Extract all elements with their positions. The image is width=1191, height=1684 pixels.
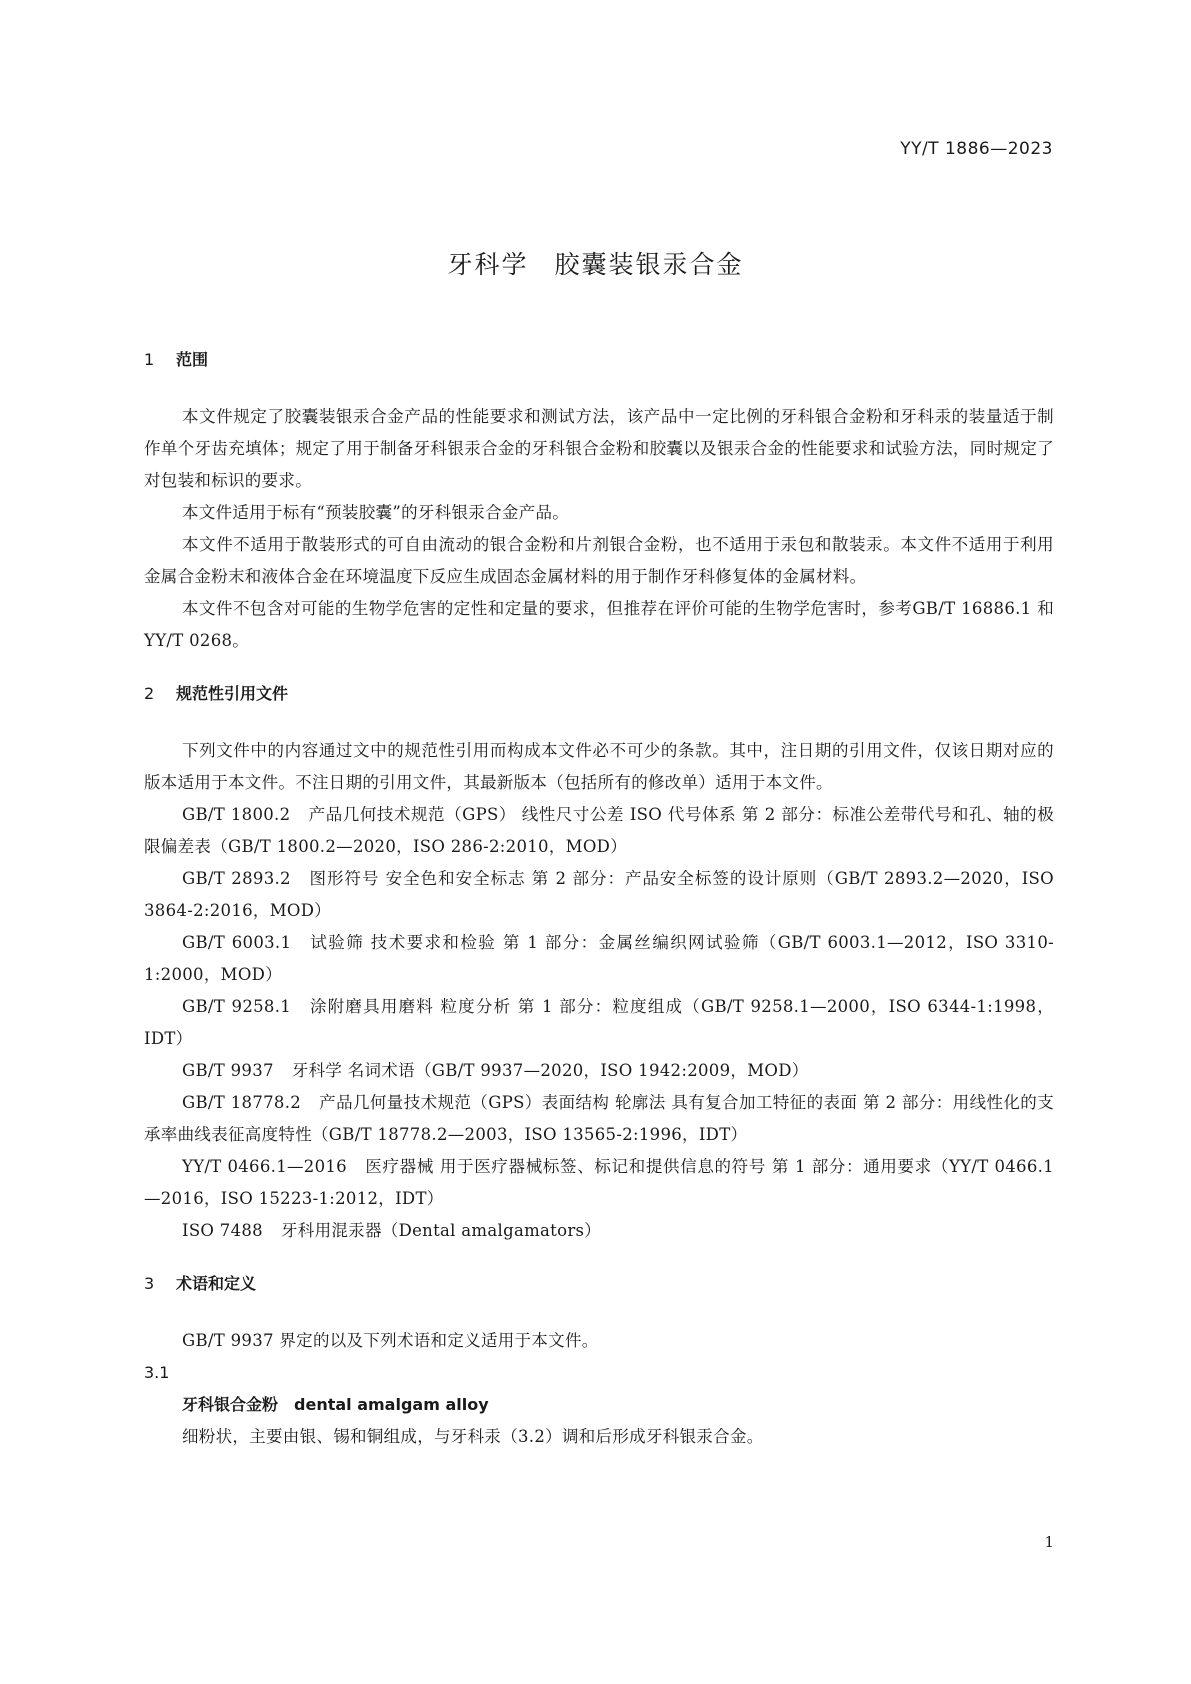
reference-item xyxy=(144,1055,1054,1087)
reference-code: ISO 7488 xyxy=(182,1221,263,1240)
document-body xyxy=(144,345,1054,1453)
reference-title: 产品几何量技术规范（GPS）表面结构 轮廓法 具有复合加工特征的表面 第 2 部分：用线性化的支承率曲线表征高度特性（GB/T 18778.2—2003，ISO 13565-2:1996，IDT） xyxy=(144,1093,1054,1144)
section-number: 2 xyxy=(144,684,155,703)
section-title: 规范性引用文件 xyxy=(176,684,289,703)
scope-paragraph: 本文件规定了胶囊装银汞合金产品的性能要求和测试方法，该产品中一定比例的牙科银合金粉和牙科汞的装量适于制作单个牙齿充填体；规定了用于制备牙科银汞合金的牙科银合金粉和胶囊以及银汞合金的性能要求和试验方法，同时规定了对包装和标识的要求。 xyxy=(144,407,1054,490)
reference-code: GB/T 6003.1 xyxy=(182,933,292,952)
reference-item xyxy=(144,1151,1054,1215)
term-name-zh: 牙科银合金粉 xyxy=(182,1395,279,1414)
scope-paragraph: 本文件不包含对可能的生物学危害的定性和定量的要求，但推荐在评价可能的生物学危害时，参考GB/T 16886.1 和 YY/T 0268。 xyxy=(144,599,1054,650)
document-title xyxy=(0,245,1191,281)
section-1-heading xyxy=(144,345,1054,375)
reference-item xyxy=(144,991,1054,1055)
page-number: 1 xyxy=(1044,1533,1054,1551)
reference-title: 产品几何技术规范（GPS） 线性尺寸公差 ISO 代号体系 第 2 部分：标准公差带代号和孔、轴的极限偏差表（GB/T 1800.2—2020，ISO 286-2:2010，MOD） xyxy=(144,805,1054,856)
reference-item xyxy=(144,927,1054,991)
reference-code: YY/T 0466.1—2016 xyxy=(182,1157,347,1176)
reference-item xyxy=(144,799,1054,863)
terms-intro: GB/T 9937 界定的以及下列术语和定义适用于本文件。 xyxy=(182,1331,599,1350)
references-intro: 下列文件中的内容通过文中的规范性引用而构成本文件必不可少的条款。其中，注日期的引用文件，仅该日期对应的版本适用于本文件。不注日期的引用文件，其最新版本（包括所有的修改单）适用于本文件。 xyxy=(144,741,1054,792)
reference-code: GB/T 2893.2 xyxy=(182,869,291,888)
section-2-heading xyxy=(144,679,1054,709)
document-code: YY/T 1886—2023 xyxy=(900,139,1053,159)
reference-title: 牙科用混汞器（Dental amalgamators） xyxy=(280,1221,602,1240)
reference-title: 医疗器械 用于医疗器械标签、标记和提供信息的符号 第 1 部分：通用要求（YY/T 0466.1—2016，ISO 15223-1:2012，IDT） xyxy=(144,1157,1054,1208)
section-3-heading xyxy=(144,1269,1054,1299)
reference-code: GB/T 9258.1 xyxy=(182,997,292,1016)
term-name xyxy=(144,1389,1054,1421)
scope-paragraph: 本文件适用于标有“预装胶囊”的牙科银汞合金产品。 xyxy=(182,503,570,522)
scope-paragraph: 本文件不适用于散装形式的可自由流动的银合金粉和片剂银合金粉，也不适用于汞包和散装汞。本文件不适用于利用金属合金粉末和液体合金在环境温度下反应生成固态金属材料的用于制作牙科修复体的金属材料。 xyxy=(144,535,1054,586)
reference-item xyxy=(144,1215,1054,1247)
reference-code: GB/T 9937 xyxy=(182,1061,274,1080)
reference-title: 图形符号 安全色和安全标志 第 2 部分：产品安全标签的设计原则（GB/T 2893.2—2020，ISO 3864-2:2016，MOD） xyxy=(144,869,1054,920)
title-part-2: 胶囊装银汞合金 xyxy=(554,250,744,279)
section-number: 3 xyxy=(144,1274,155,1293)
term-name-en: dental amalgam alloy xyxy=(294,1395,489,1414)
term-definition: 细粉状，主要由银、锡和铜组成，与牙科汞（3.2）调和后形成牙科银汞合金。 xyxy=(182,1427,764,1446)
reference-code: GB/T 1800.2 xyxy=(182,805,291,824)
reference-item xyxy=(144,1087,1054,1151)
term-number: 3.1 xyxy=(144,1363,170,1382)
reference-title: 试验筛 技术要求和检验 第 1 部分：金属丝编织网试验筛（GB/T 6003.1—2012，ISO 3310-1:2000，MOD） xyxy=(144,933,1054,984)
section-number: 1 xyxy=(144,350,155,369)
reference-code: GB/T 18778.2 xyxy=(182,1093,302,1112)
title-part-1: 牙科学 xyxy=(447,250,529,279)
section-title: 范围 xyxy=(176,350,209,369)
section-title: 术语和定义 xyxy=(176,1274,257,1293)
reference-item xyxy=(144,863,1054,927)
reference-title: 牙科学 名词术语（GB/T 9937—2020，ISO 1942:2009，MOD） xyxy=(291,1061,809,1080)
reference-title: 涂附磨具用磨料 粒度分析 第 1 部分：粒度组成（GB/T 9258.1—2000，ISO 6344-1:1998，IDT） xyxy=(144,997,1054,1048)
